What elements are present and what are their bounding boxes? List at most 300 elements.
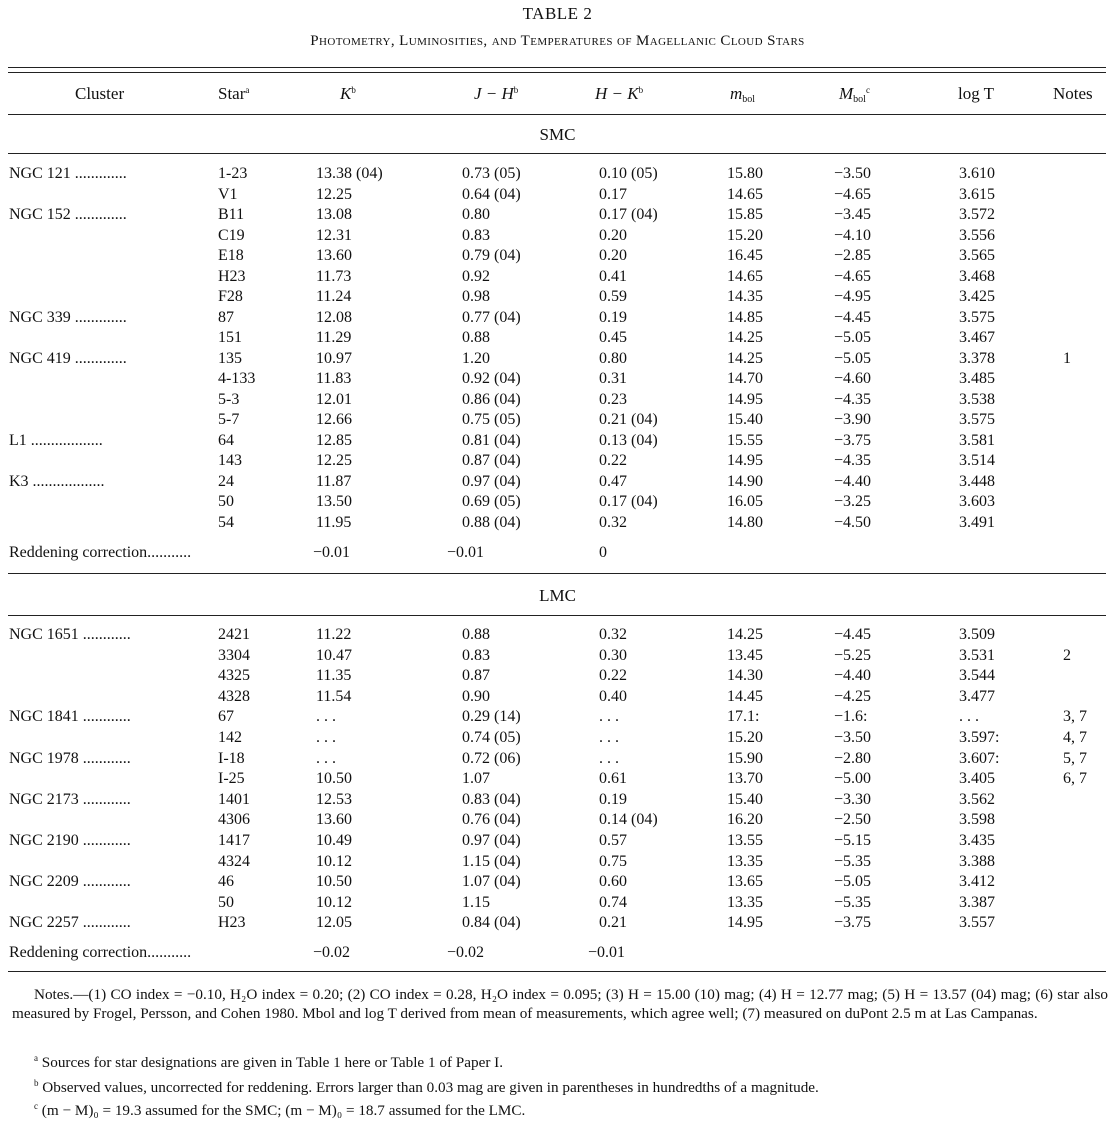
cell-star: B11	[218, 206, 245, 223]
section-title-smc: SMC	[539, 125, 576, 144]
header-mbol: $m_{bol}$	[730, 84, 756, 105]
cell-k: 13.08	[316, 206, 352, 223]
cell-Mbol: −2.80	[834, 749, 872, 767]
cell-h-k: . . .	[599, 749, 619, 767]
cell-k: 11.95	[316, 513, 352, 531]
cell-mbol: 14.65	[727, 267, 763, 285]
header-k: $K^b$	[340, 84, 356, 103]
cell-h-k: 0.57	[599, 832, 627, 849]
cell-Mbol: −4.45	[834, 308, 872, 326]
table-row	[0, 165, 1115, 185]
cell-logt: 3.610	[959, 165, 995, 182]
cell-mbol: 13.35	[727, 893, 763, 911]
reddening-label: Reddening correction...........	[9, 544, 192, 561]
cell-Mbol: −4.40	[834, 667, 872, 685]
cell-h-k: 0.17 (04)	[599, 493, 658, 510]
cell-k: 12.01	[316, 390, 352, 408]
reddening-correction-row	[0, 944, 1115, 964]
table-row	[0, 206, 1115, 226]
cell-k: 13.60	[316, 811, 352, 829]
cell-logt: 3.531	[959, 646, 995, 664]
cell-logt: 3.575	[959, 411, 995, 428]
cell-k: 11.87	[316, 472, 352, 490]
footnote-c: $^c$ (m − M)₀ = 19.3 assumed for the SMC; (m − M)₀ = 18.7 assumed for the LMC.	[34, 1101, 526, 1119]
cell-mbol: 15.40	[727, 411, 763, 428]
table-row	[0, 791, 1115, 811]
cell-logt: 3.581	[959, 431, 995, 449]
cell-mbol: 16.45	[727, 247, 763, 264]
table-row	[0, 432, 1115, 452]
table-row	[0, 350, 1115, 370]
cell-star: H23	[218, 267, 246, 285]
cell-Mbol: −3.50	[834, 729, 872, 746]
cell-Mbol: −3.75	[834, 914, 872, 932]
cell-Mbol: −5.05	[834, 349, 872, 367]
cell-star: 3304	[218, 646, 250, 664]
cell-k: . . .	[316, 729, 336, 746]
table-row	[0, 247, 1115, 267]
cell-h-k: 0.80	[599, 349, 627, 367]
cell-logt: 3.544	[959, 667, 995, 685]
cell-h-k: 0.22	[599, 452, 627, 469]
cell-k: 10.12	[316, 893, 352, 911]
cell-h-k: 0.40	[599, 687, 627, 705]
table-row	[0, 493, 1115, 513]
cell-star: V1	[218, 185, 238, 203]
cell-h-k: 0.21 (04)	[599, 411, 658, 428]
cell-h-k: 0.45	[599, 329, 627, 346]
cell-Mbol: −4.60	[834, 370, 872, 387]
cell-mbol: 13.65	[727, 873, 763, 891]
cell-cluster: NGC 2190 ............	[9, 832, 131, 849]
cell-h-k: 0.74	[599, 893, 627, 911]
cell-cluster: L1 ..................	[9, 431, 103, 449]
cell-mbol: 14.65	[727, 185, 763, 203]
cell-logt: 3.435	[959, 832, 995, 849]
cell-star: 4328	[218, 687, 250, 705]
cell-k: 10.97	[316, 349, 352, 367]
cell-star: 4-133	[218, 370, 256, 387]
cell-k: 11.29	[316, 329, 352, 346]
cell-j-h: 0.29 (14)	[462, 708, 521, 726]
table-row	[0, 268, 1115, 288]
cell-logt: 3.538	[959, 390, 995, 408]
cell-k: 11.35	[316, 667, 352, 685]
cell-j-h: 0.83 (04)	[462, 790, 521, 808]
table-row	[0, 288, 1115, 308]
cell-h-k: 0.75	[599, 852, 627, 870]
cell-h-k: . . .	[599, 729, 619, 746]
cell-k: 13.50	[316, 493, 352, 510]
cell-h-k: 0.10 (05)	[599, 165, 658, 182]
cell-Mbol: −4.40	[834, 472, 872, 490]
cell-Mbol: −5.35	[834, 852, 872, 870]
cell-mbol: 13.35	[727, 852, 763, 870]
cell-Mbol: −4.65	[834, 267, 872, 285]
cell-k: 11.73	[316, 267, 352, 285]
header-h-k: $H - K^b$	[595, 84, 644, 103]
table-row	[0, 452, 1115, 472]
cell-h-k: 0.41	[599, 267, 627, 285]
cell-logt: 3.607:	[959, 749, 1000, 767]
cell-star: 1417	[218, 832, 250, 849]
cell-cluster: NGC 2209 ............	[9, 873, 131, 891]
cell-j-h: 0.88 (04)	[462, 513, 521, 531]
table-row	[0, 309, 1115, 329]
cell-star: 1-23	[218, 165, 248, 182]
cell-Mbol: −2.50	[834, 811, 872, 829]
cell-mbol: 14.95	[727, 390, 763, 408]
cell-k: 12.08	[316, 308, 352, 326]
cell-mbol: 13.55	[727, 832, 763, 849]
cell-j-h: 0.83	[462, 226, 490, 244]
cell-h-k: 0.60	[599, 873, 627, 891]
cell-star: 4306	[218, 811, 250, 829]
cell-star: 4325	[218, 667, 250, 685]
cell-cluster: NGC 419 .............	[9, 349, 127, 367]
cell-cluster: NGC 339 .............	[9, 308, 127, 326]
cell-j-h: 1.15 (04)	[462, 852, 521, 870]
cell-k: 12.85	[316, 431, 352, 449]
cell-star: 2421	[218, 626, 250, 643]
cell-logt: 3.603	[959, 493, 995, 510]
header-rule	[8, 114, 1106, 115]
cell-j-h: 0.87 (04)	[462, 452, 521, 469]
cell-Mbol: −1.6:	[834, 708, 868, 726]
cell-j-h: 1.15	[462, 893, 490, 911]
cell-j-h: 0.97 (04)	[462, 472, 521, 490]
cell-logt: . . .	[959, 708, 979, 726]
header-cluster: Cluster	[75, 84, 125, 103]
cell-logt: 3.467	[959, 329, 995, 346]
cell-k: . . .	[316, 749, 336, 767]
cell-notes: 2	[1063, 646, 1071, 664]
header-j-h: $J - H^b$	[474, 84, 519, 103]
cell-notes: 6, 7	[1063, 770, 1087, 788]
table-row	[0, 873, 1115, 893]
cell-Mbol: −5.05	[834, 329, 872, 346]
table-row	[0, 473, 1115, 493]
cell-h-k: . . .	[599, 708, 619, 726]
reddening-jh: −0.01	[447, 544, 485, 561]
cell-h-k: 0.20	[599, 226, 627, 244]
cell-logt: 3.477	[959, 687, 995, 705]
cell-Mbol: −5.15	[834, 832, 872, 849]
cell-star: 143	[218, 452, 242, 469]
cell-cluster: NGC 1841 ............	[9, 708, 131, 726]
cell-Mbol: −5.35	[834, 893, 872, 911]
cell-mbol: 14.35	[727, 288, 763, 305]
cell-k: 12.25	[316, 185, 352, 203]
cell-j-h: 0.77 (04)	[462, 308, 521, 326]
cell-j-h: 0.88	[462, 329, 490, 346]
cell-mbol: 14.90	[727, 472, 763, 490]
top-rule-2	[8, 72, 1106, 73]
cell-Mbol: −3.75	[834, 431, 872, 449]
table-row	[0, 894, 1115, 914]
cell-h-k: 0.32	[599, 626, 627, 643]
cell-Mbol: −4.50	[834, 513, 872, 531]
reddening-k: −0.01	[313, 544, 351, 561]
cell-star: 50	[218, 893, 234, 911]
cell-logt: 3.405	[959, 770, 995, 788]
cell-j-h: 1.07 (04)	[462, 873, 521, 891]
cell-j-h: 0.69 (05)	[462, 493, 521, 510]
cell-Mbol: −5.25	[834, 646, 872, 664]
cell-k: 12.31	[316, 226, 352, 244]
table-row	[0, 811, 1115, 831]
cell-mbol: 13.70	[727, 770, 763, 788]
cell-mbol: 15.20	[727, 729, 763, 746]
cell-k: 10.12	[316, 852, 352, 870]
cell-j-h: 1.20	[462, 349, 490, 367]
cell-h-k: 0.17 (04)	[599, 206, 658, 223]
cell-mbol: 14.45	[727, 687, 763, 705]
table-row	[0, 626, 1115, 646]
cell-h-k: 0.47	[599, 472, 627, 490]
cell-h-k: 0.14 (04)	[599, 811, 658, 829]
cell-j-h: 0.92	[462, 267, 490, 285]
cell-cluster: NGC 2257 ............	[9, 914, 131, 932]
cell-k: 12.53	[316, 790, 352, 808]
cell-k: 11.24	[316, 288, 352, 305]
cell-cluster: NGC 1978 ............	[9, 749, 131, 767]
cell-k: 10.50	[316, 873, 352, 891]
cell-Mbol: −4.35	[834, 390, 872, 408]
table-subtitle: Photometry, Luminosities, and Temperatures of Magellanic Cloud Stars	[310, 33, 805, 49]
cell-Mbol: −4.25	[834, 687, 872, 705]
table-row	[0, 708, 1115, 728]
top-rule	[8, 67, 1106, 68]
cell-mbol: 14.95	[727, 914, 763, 932]
cell-mbol: 14.85	[727, 308, 763, 326]
cell-star: F28	[218, 288, 243, 305]
table-row	[0, 914, 1115, 934]
cell-j-h: 0.74 (05)	[462, 729, 521, 746]
cell-logt: 3.598	[959, 811, 995, 829]
cell-k: 11.54	[316, 687, 352, 705]
table-title: TABLE 2	[522, 4, 593, 23]
footnote-b: $^b$ Observed values, uncorrected for reddening. Errors larger than 0.03 mag are given in parentheses in hundredths of a magnitude.	[34, 1078, 819, 1096]
cell-k: 10.50	[316, 770, 352, 788]
cell-mbol: 15.80	[727, 165, 763, 182]
cell-star: 135	[218, 349, 242, 367]
cell-mbol: 17.1:	[727, 708, 760, 726]
cell-h-k: 0.13 (04)	[599, 431, 658, 449]
table-row	[0, 411, 1115, 431]
cell-mbol: 16.05	[727, 493, 763, 510]
cell-h-k: 0.59	[599, 288, 627, 305]
cell-mbol: 14.95	[727, 452, 763, 469]
cell-logt: 3.378	[959, 349, 995, 367]
cell-star: 5-3	[218, 390, 240, 408]
cell-star: I-25	[218, 770, 245, 788]
table-row	[0, 186, 1115, 206]
cell-cluster: NGC 152 .............	[9, 206, 127, 223]
cell-logt: 3.425	[959, 288, 995, 305]
cell-star: 151	[218, 329, 242, 346]
cell-j-h: 1.07	[462, 770, 490, 788]
table-row	[0, 667, 1115, 687]
header-notes: Notes	[1053, 84, 1093, 103]
reddening-label: Reddening correction...........	[9, 944, 192, 961]
reddening-hk: 0	[599, 544, 607, 561]
cell-notes: 3, 7	[1063, 708, 1087, 726]
cell-cluster: NGC 1651 ............	[9, 626, 131, 643]
table-row	[0, 370, 1115, 390]
cell-notes: 5, 7	[1063, 749, 1087, 767]
cell-h-k: 0.17	[599, 185, 627, 203]
table-row	[0, 391, 1115, 411]
footnote-a: $^a$ Sources for star designations are given in Table 1 here or Table 1 of Paper I.	[34, 1053, 504, 1071]
table-row	[0, 329, 1115, 349]
header-star: Star$^a$	[218, 84, 250, 103]
cell-k: 12.05	[316, 914, 352, 932]
cell-k: 10.49	[316, 832, 352, 849]
cell-j-h: 0.64 (04)	[462, 185, 521, 203]
cell-Mbol: −4.45	[834, 626, 872, 643]
header-Mbol: $M_{bol}^c$	[839, 84, 870, 105]
cell-logt: 3.412	[959, 873, 995, 891]
cell-logt: 3.514	[959, 452, 995, 469]
cell-mbol: 14.25	[727, 329, 763, 346]
section-rule-smc	[8, 153, 1106, 154]
cell-mbol: 14.70	[727, 370, 763, 387]
cell-star: H23	[218, 914, 246, 932]
cell-j-h: 0.90	[462, 687, 490, 705]
cell-k: . . .	[316, 708, 336, 726]
cell-logt: 3.388	[959, 852, 995, 870]
cell-star: E18	[218, 247, 244, 264]
cell-star: I-18	[218, 749, 245, 767]
cell-logt: 3.491	[959, 513, 995, 531]
cell-j-h: 0.83	[462, 646, 490, 664]
cell-mbol: 15.55	[727, 431, 763, 449]
table-row	[0, 832, 1115, 852]
section-title-lmc: LMC	[539, 586, 576, 605]
cell-h-k: 0.30	[599, 646, 627, 664]
cell-h-k: 0.19	[599, 308, 627, 326]
cell-star: 64	[218, 431, 234, 449]
cell-cluster: NGC 121 .............	[9, 165, 127, 182]
cell-j-h: 0.86 (04)	[462, 390, 521, 408]
cell-logt: 3.557	[959, 914, 995, 932]
cell-k: 12.25	[316, 452, 352, 469]
cell-mbol: 15.90	[727, 749, 763, 767]
cell-star: 24	[218, 472, 234, 490]
cell-star: 46	[218, 873, 234, 891]
cell-h-k: 0.61	[599, 770, 627, 788]
cell-k: 13.38 (04)	[316, 165, 383, 182]
cell-mbol: 14.25	[727, 626, 763, 643]
cell-mbol: 15.20	[727, 226, 763, 244]
cell-j-h: 0.73 (05)	[462, 165, 521, 182]
cell-logt: 3.572	[959, 206, 995, 223]
cell-h-k: 0.23	[599, 390, 627, 408]
cell-h-k: 0.21	[599, 914, 627, 932]
reddening-jh: −0.02	[447, 944, 485, 961]
cell-j-h: 0.98	[462, 288, 490, 305]
cell-mbol: 16.20	[727, 811, 763, 829]
cell-star: 5-7	[218, 411, 240, 428]
cell-logt: 3.468	[959, 267, 995, 285]
table-row	[0, 688, 1115, 708]
cell-Mbol: −2.85	[834, 247, 872, 264]
cell-star: 87	[218, 308, 234, 326]
cell-j-h: 0.87	[462, 667, 490, 685]
cell-j-h: 0.97 (04)	[462, 832, 521, 849]
cell-star: 4324	[218, 852, 250, 870]
table-row	[0, 514, 1115, 534]
cell-h-k: 0.32	[599, 513, 627, 531]
cell-mbol: 13.45	[727, 646, 763, 664]
table-row	[0, 853, 1115, 873]
cell-j-h: 0.80	[462, 206, 490, 223]
cell-logt: 3.575	[959, 308, 995, 326]
reddening-correction-row	[0, 544, 1115, 564]
cell-h-k: 0.19	[599, 790, 627, 808]
cell-star: 1401	[218, 790, 250, 808]
cell-Mbol: −5.00	[834, 770, 872, 788]
table-notes: Notes.—(1) CO index = −0.10, H₂O index = 0.20; (2) CO index = 0.28, H₂O index = 0.095; (3) H = 15.00 (10) mag; (4) H = 12.77 mag; (5) H = 13.57 (04) mag; (6) star also measured by Frogel, Persson, and Cohen 1980. Mbol and log T derived from mean of measurements, which agree well; (7) measured on duPont 2.5 m at Las Campanas.	[12, 986, 1108, 1022]
cell-star: 54	[218, 513, 234, 531]
cell-Mbol: −4.35	[834, 452, 872, 469]
cell-logt: 3.509	[959, 626, 995, 643]
cell-k: 12.66	[316, 411, 352, 428]
cell-star: 50	[218, 493, 234, 510]
cell-logt: 3.562	[959, 790, 995, 808]
table-row	[0, 227, 1115, 247]
cell-j-h: 0.79 (04)	[462, 247, 521, 264]
cell-Mbol: −4.10	[834, 226, 872, 244]
cell-j-h: 0.84 (04)	[462, 914, 521, 932]
cell-k: 10.47	[316, 646, 352, 664]
cell-cluster: NGC 2173 ............	[9, 790, 131, 808]
cell-j-h: 0.76 (04)	[462, 811, 521, 829]
cell-h-k: 0.20	[599, 247, 627, 264]
cell-logt: 3.615	[959, 185, 995, 203]
cell-cluster: K3 ..................	[9, 472, 105, 490]
section-rule-lmc	[8, 615, 1106, 616]
cell-star: 67	[218, 708, 234, 726]
cell-Mbol: −3.50	[834, 165, 872, 182]
section-rule-smc-end	[8, 573, 1106, 574]
cell-Mbol: −3.90	[834, 411, 872, 428]
reddening-k: −0.02	[313, 944, 351, 961]
cell-mbol: 14.80	[727, 513, 763, 531]
cell-notes: 4, 7	[1063, 729, 1087, 746]
header-logt: log T	[958, 84, 995, 103]
cell-mbol: 15.85	[727, 206, 763, 223]
cell-j-h: 0.72 (06)	[462, 749, 521, 767]
cell-Mbol: −3.30	[834, 790, 872, 808]
cell-logt: 3.597:	[959, 729, 1000, 746]
cell-k: 11.22	[316, 626, 352, 643]
cell-logt: 3.387	[959, 893, 995, 911]
cell-h-k: 0.31	[599, 370, 627, 387]
bottom-rule	[8, 971, 1106, 972]
reddening-hk: −0.01	[588, 944, 626, 961]
cell-logt: 3.565	[959, 247, 995, 264]
cell-mbol: 15.40	[727, 790, 763, 808]
cell-star: 142	[218, 729, 242, 746]
cell-logt: 3.485	[959, 370, 995, 387]
cell-Mbol: −4.65	[834, 185, 872, 203]
table-row	[0, 770, 1115, 790]
cell-star: C19	[218, 226, 245, 244]
table-row	[0, 750, 1115, 770]
cell-j-h: 0.81 (04)	[462, 431, 521, 449]
